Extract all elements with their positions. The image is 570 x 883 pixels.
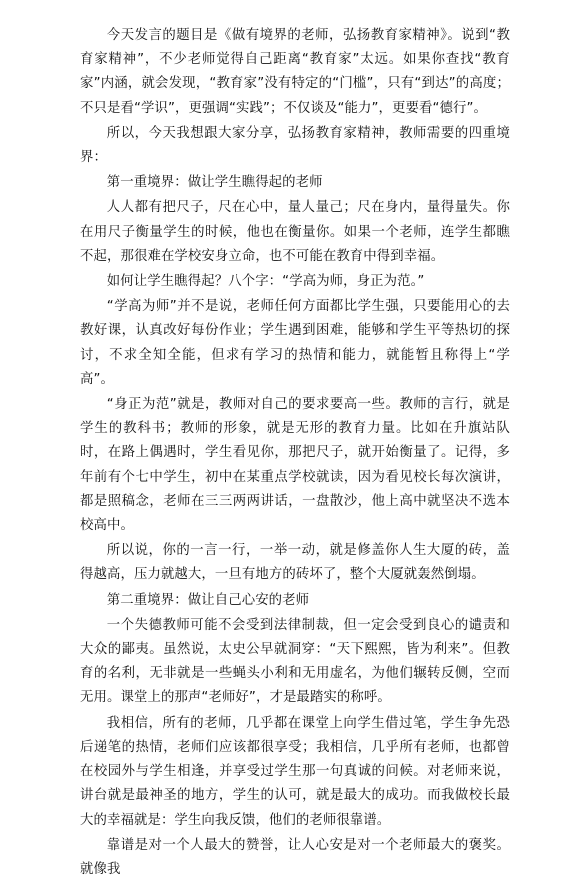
section-heading-second-realm: 第二重境界：做让自己心安的老师 <box>106 592 310 608</box>
paragraph-believe: 我相信，所有的老师，几乎都在课堂上向学生借过笔，学生争先恐后递笔的热情，老师们应该都很享受；我相信，几乎所有老师，也都曾在校园外与学生相逢，并享受过学生那一句真诚的问候。对老师来说，讲台就是最神圣的地方，学生的认可，就是最大的成功。而我做校长最大的幸福就是：学生向我反馈，他们的老师很靠谱。 <box>80 715 510 828</box>
section-heading-first-realm: 第一重境界：做让学生瞧得起的老师 <box>106 175 323 191</box>
paragraph-every-word: 所以说，你的一言一行，一举一动，就是修盖你人生大厦的砖，盖得越高，压力就越大，一旦有地方的砖坏了，整个大厦就轰然倒塌。 <box>80 543 510 583</box>
paragraph-reliable: 靠谱是对一个人最大的赞誉，让人心安是对一个老师最大的褒奖。就像我 <box>80 837 510 877</box>
document-page <box>80 24 510 883</box>
paragraph-conscience: 一个失德教师可能不会受到法律制裁，但一定会受到良心的谴责和大众的鄙夷。虽然说，太史公早就洞穿：“天下熙熙，皆为利来”。但教育的名利，无非就是一些蝇头小利和无用虚名，为他们辗转反侧，空而无用。课堂上的那声“老师好”，才是最踏实的称呼。 <box>80 617 510 706</box>
paragraph-learning: “学高为师”并不是说，老师任何方面都比学生强，只要能用心的去教好课，认真改好每份作业；学生遇到困难，能够和学生平等热切的探讨，不求全知全能，但求有学习的热情和能力，就能暂且称得上“学高”。 <box>80 299 510 387</box>
paragraph-example: “身正为范”就是，教师对自己的要求要高一些。教师的言行，就是学生的教科书；教师的形象，就是无形的教育力量。比如在升旗站队时，在路上偶遇时，学生看见你，那把尺子，就开始衡量了。记得，多年前有个七中学生，初中在某重点学校就读，因为看见校长每次演讲，都是照稿念，老师在三三两两讲话，一盘散沙，他上高中就坚决不选本校高中。 <box>80 397 510 534</box>
paragraph-four-realms: 所以，今天我想跟大家分享，弘扬教育家精神，教师需要的四重境界： <box>80 125 510 166</box>
paragraph-ruler: 人人都有把尺子，尺在心中，量人量己；尺在身内，量得量失。你在用尺子衡量学生的时候，他也在衡量你。如果一个老师，连学生都瞧不起，那很难在学校安身立命，也不可能在教育中得到幸福。 <box>80 200 510 264</box>
paragraph-how-respected: 如何让学生瞧得起？八个字：“学高为师，身正为范。” <box>106 274 425 290</box>
paragraph-intro: 今天发言的题目是《做有境界的老师，弘扬教育家精神》。说到“教育家精神”，不少老师觉得自己距离“教育家”太远。如果你查找“教育家”内涵，就会发现，“教育家”没有特定的“门槛”，只有“到达”的高度；不只是看“学识”，更强调“实践”；不仅谈及“能力”，更要看“德行”。 <box>80 28 510 116</box>
